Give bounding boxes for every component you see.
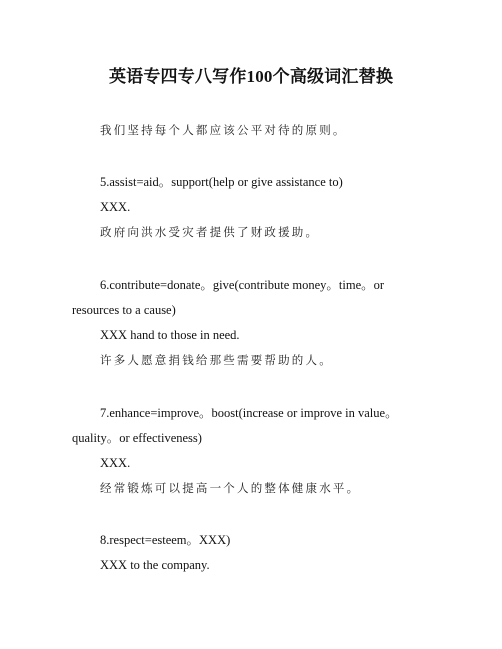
text-line: 8.respect=esteem。XXX) <box>100 533 231 547</box>
text-line: 政府向洪水受灾者提供了财政援助。 <box>100 225 320 239</box>
text-line: XXX to the company. <box>100 558 210 572</box>
text-line: XXX hand to those in need. <box>100 328 240 342</box>
text-line: 我们坚持每个人都应该公平对待的原则。 <box>100 123 347 137</box>
text-line: 许多人愿意捐钱给那些需要帮助的人。 <box>100 353 333 367</box>
text-line: 6.contribute=donate。give(contribute money。time。or <box>100 278 385 292</box>
text-line: 经常锻炼可以提高一个人的整体健康水平。 <box>100 481 361 495</box>
document-title: 英语专四专八写作100个高级词汇替换 <box>108 67 394 86</box>
text-line: XXX. <box>100 200 131 214</box>
text-line: 7.enhance=improve。boost(increase or improve in value。 <box>100 406 398 420</box>
text-line: resources to a cause) <box>72 303 176 317</box>
text-line: 5.assist=aid。support(help or give assistance to) <box>100 175 343 189</box>
text-line: quality。or effectiveness) <box>72 431 202 445</box>
text-line: XXX. <box>100 456 131 470</box>
